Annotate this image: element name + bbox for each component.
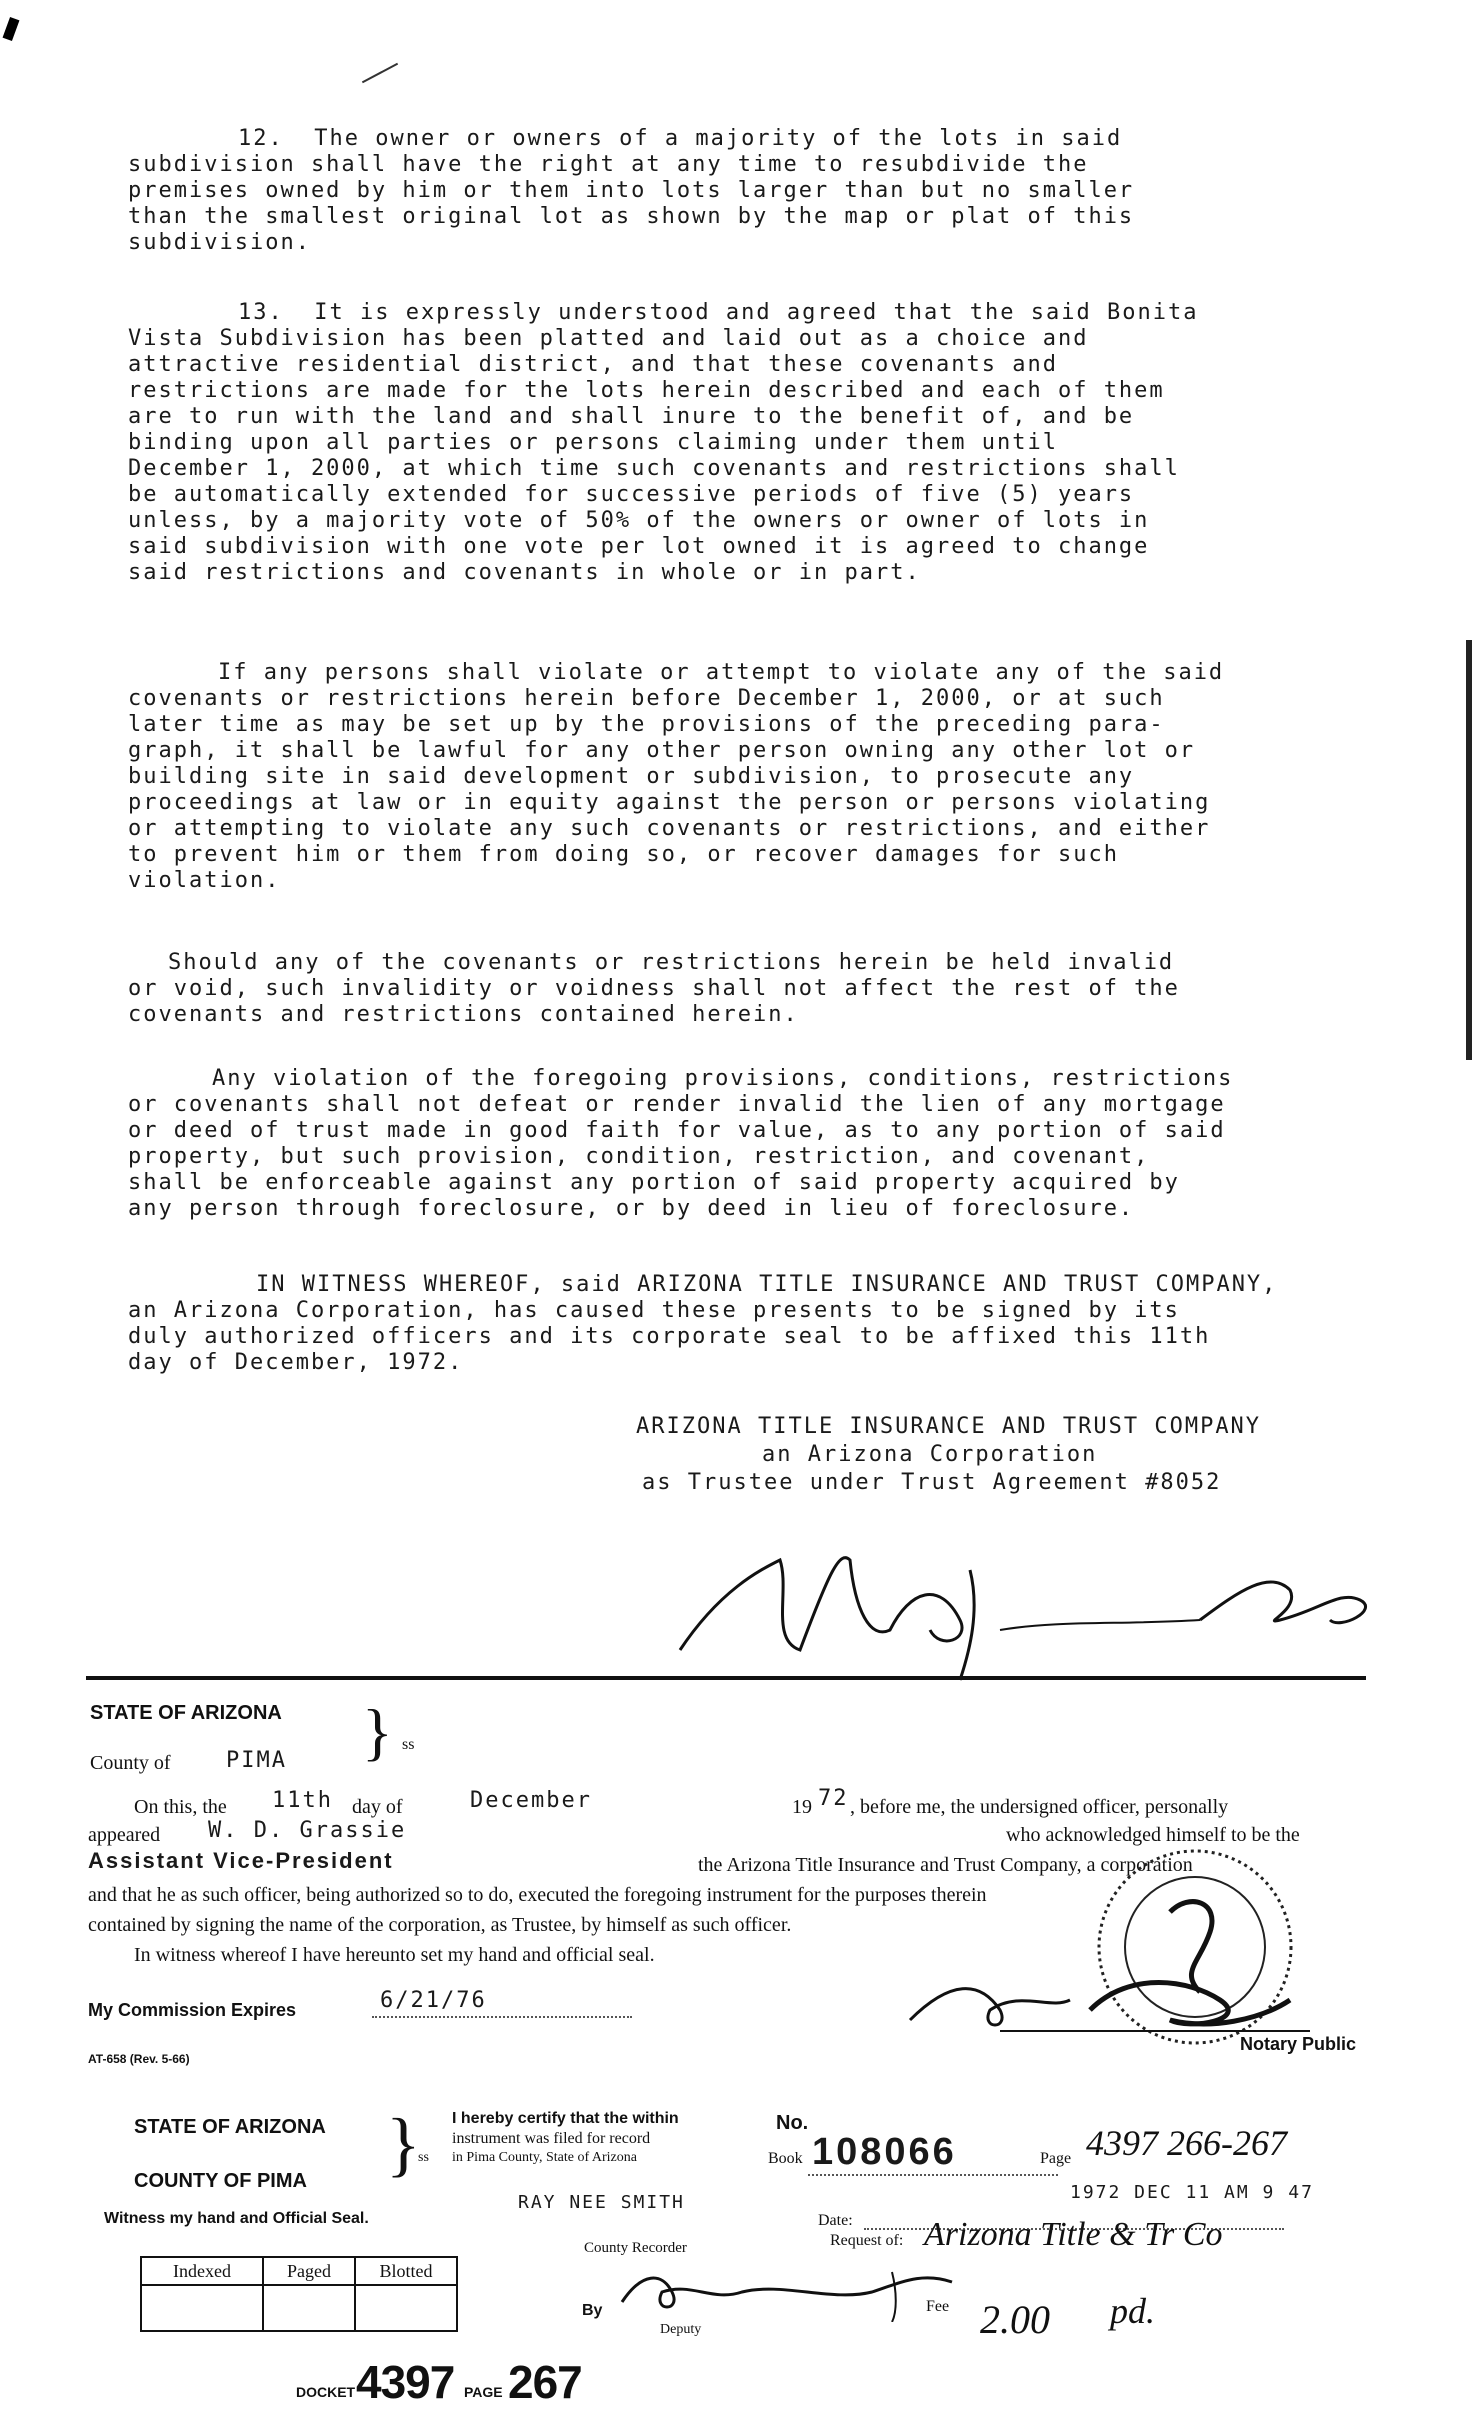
ack-month: December [470,1788,592,1813]
ack-line-signing: contained by signing the name of the corporation, as Trustee, by himself as such officer. [88,1914,792,1936]
record-paid-mark: pd. [1110,2291,1155,2331]
scan-mark-top-left [3,17,20,41]
ack-ss: ss [402,1736,415,1753]
record-county: COUNTY OF PIMA [134,2170,307,2192]
record-brace: } [386,2104,421,2184]
record-certify-1: I hereby certify that the within [452,2110,679,2127]
ack-appeared: appeared [88,1824,161,1846]
paragraph-violation-remedy: If any persons shall violate or attempt to violate any of the said covenants or restrictions herein before December 1, 2000, or at such later time as may be set up by the provisions of the preceding para- graph, it shall be lawful for any other person owning any other lot or building site in said development or subdivision, to prosecute any proceedings at law or in equity against the person or persons violating or attempting to violate any such covenants or restrictions, and either to prevent him or them from doing so, or recover damages for such violation. [128,660,1225,893]
ack-year: 72 [818,1786,849,1811]
section-divider [86,1676,1366,1680]
record-recorder: RAY NEE SMITH [518,2192,685,2213]
record-no-label: No. [776,2112,809,2134]
record-fee: 2.00 [980,2297,1050,2342]
record-fee-label: Fee [926,2298,950,2315]
table-header-paged: Paged [263,2257,355,2285]
ack-day: 11th [272,1788,333,1813]
footer-docket-label: DOCKET [296,2384,356,2400]
record-deputy-label: Deputy [660,2322,702,2337]
record-docket-line [808,2174,1058,2176]
table-cell-blotted [355,2285,457,2331]
table-header-blotted: Blotted [355,2257,457,2285]
record-certify-3: in Pima County, State of Arizona [452,2150,637,2165]
paragraph-in-witness: IN WITNESS WHEREOF, said ARIZONA TITLE INSURANCE AND TRUST COMPANY, an Arizona Corporation, has caused these presents to be signed by its duly authorized officers and its corporate seal to be affixed this 11th day of December, 1972. [128,1272,1278,1375]
notary-label: Notary Public [1240,2034,1357,2054]
record-book-label: Book [768,2150,803,2167]
footer-page-number: 267 [508,2356,582,2408]
record-docket-number: 108066 [812,2131,957,2173]
ack-state: STATE OF ARIZONA [90,1702,282,1724]
record-index-table [140,2256,458,2332]
record-date-label: Date: [818,2212,853,2229]
ack-county-label: County of [90,1752,171,1774]
commission-date: 6/21/76 [380,1988,487,2013]
record-witness: Witness my hand and Official Seal. [104,2210,369,2227]
footer-page-label: PAGE [464,2384,503,2400]
deputy-signature [612,2262,972,2322]
record-pages: 4397 266-267 [1086,2123,1287,2163]
company-name: ARIZONA TITLE INSURANCE AND TRUST COMPANY [636,1414,1262,1439]
record-date-stamp: 1972 DEC 11 AM 9 47 [1070,2182,1314,2203]
ack-brace: } [362,1696,393,1767]
ack-year-prefix: 19 [792,1796,812,1818]
record-page-label: Page [1040,2150,1072,2167]
ack-witness: In witness whereof I have hereunto set my hand and official seal. [134,1944,655,1966]
record-ss: ss [418,2150,429,2165]
ack-county: PIMA [226,1748,287,1773]
record-recorder-title: County Recorder [584,2240,687,2256]
commission-label: My Commission Expires [88,2000,297,2020]
commission-line [372,2016,632,2018]
scan-mark-slash [362,63,398,84]
record-certify-2: instrument was filed for record [452,2130,651,2147]
paragraph-12: 12. The owner or owners of a majority of the lots in said subdivision shall have the right at any time to resubdivide the premises owned by him or them into lots larger than but no smaller than the smallest original lot as shown by the map or plat of this subdivision. [128,126,1135,255]
ack-on-this: On this, the [134,1796,227,1818]
record-request-label: Request of: [830,2232,904,2249]
company-trustee-line: as Trustee under Trust Agreement #8052 [642,1470,1222,1495]
ack-before: , before me, the undersigned officer, personally [850,1796,1229,1818]
ack-day-of: day of [352,1796,403,1818]
footer-docket-number: 4397 [356,2356,455,2408]
notary-line [1000,2030,1310,2032]
record-state: STATE OF ARIZONA [134,2116,326,2138]
ack-title: Assistant Vice-President [88,1848,394,1873]
officer-signature [640,1530,1400,1690]
ack-company: the Arizona Title Insurance and Trust Company, a corporation [698,1854,1193,1876]
form-number: AT-658 (Rev. 5-66) [88,2052,190,2066]
ack-who-ack: who acknowledged himself to be the [1006,1824,1300,1846]
ack-line-authorized: and that he as such officer, being authorized so to do, executed the foregoing instrument for the purposes therein [88,1884,987,1906]
company-type: an Arizona Corporation [762,1442,1098,1467]
ack-name: W. D. Grassie [208,1818,407,1843]
paragraph-mortgage-lien: Any violation of the foregoing provisions, conditions, restrictions or covenants shall not defeat or render invalid the lien of any mortgage or deed of trust made in good faith for value, as to any portion of said property, but such provision, condition, restriction, and covenant, shall be enforceable against any portion of said property acquired by any person through foreclosure, or by deed in lieu of foreclosure. [128,1066,1234,1221]
record-request-of: Arizona Title & Tr Co [924,2216,1223,2253]
record-by-label: By [582,2302,603,2319]
paragraph-13: 13. It is expressly understood and agreed that the said Bonita Vista Subdivision has been platted and laid out as a choice and attractive residential district, and that these covenants and restrictions are made for the lots herein described and each of them are to run with the land and shall inure to the benefit of, and be binding upon all parties or persons claiming under them until December 1, 2000, at which time such covenants and restrictions shall be automatically extended for successive periods of five (5) years unless, by a majority vote of 50% of the owners or owner of lots in said subdivision with one vote per lot owned it is agreed to change said restrictions and covenants in whole or in part. [128,300,1199,585]
paragraph-invalidity: Should any of the covenants or restrictions herein be held invalid or void, such invalidity or voidness shall not affect the rest of the covenants and restrictions contained herein. [128,950,1180,1027]
table-cell-indexed [141,2285,263,2331]
table-cell-paged [263,2285,355,2331]
scan-edge-right [1466,640,1472,1060]
table-header-indexed: Indexed [141,2257,263,2285]
